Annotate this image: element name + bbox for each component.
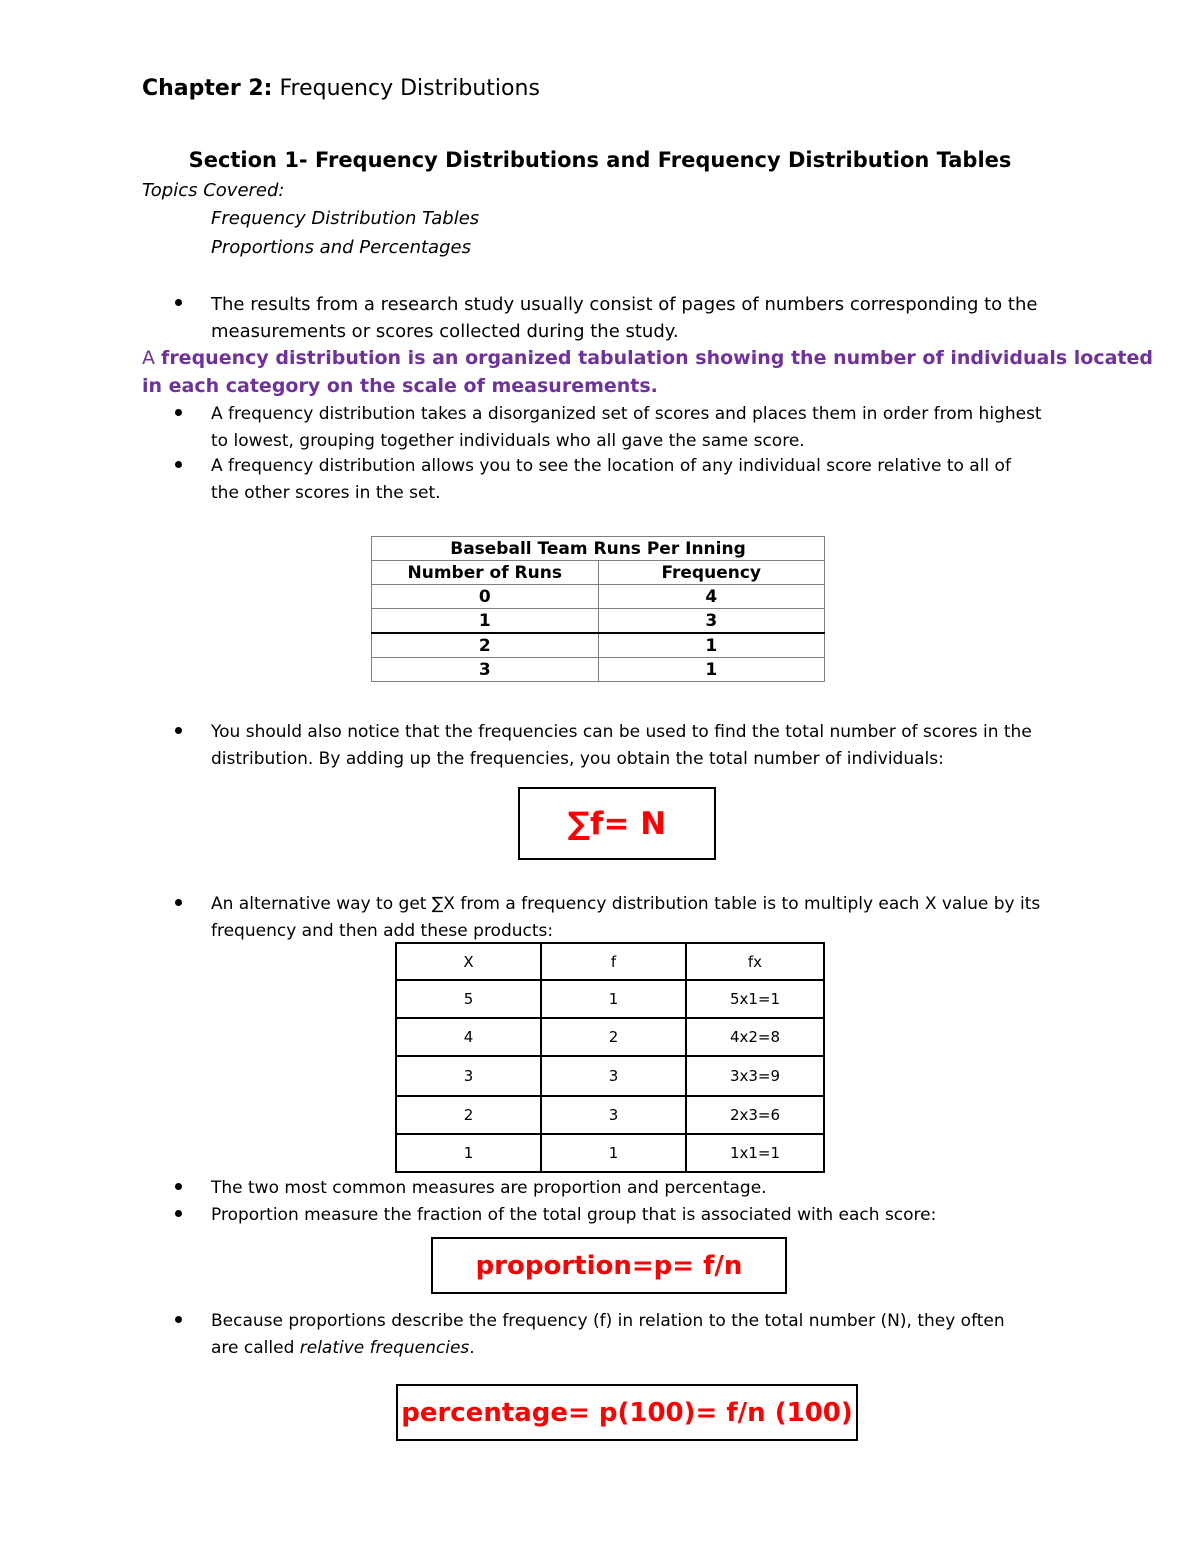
table-cell: 3 <box>541 1056 686 1096</box>
table-cell: 3 <box>541 1096 686 1134</box>
table-row <box>396 980 824 1018</box>
table-cell: 2 <box>541 1018 686 1056</box>
fx-table-header: fx <box>686 943 824 980</box>
bullet-text: the other scores in the set. <box>211 483 441 503</box>
table-row <box>372 658 825 682</box>
table-row <box>372 585 825 609</box>
bullet-icon <box>174 408 184 418</box>
chapter-heading <box>142 74 540 104</box>
table-row <box>372 633 825 658</box>
table-cell: 3 <box>598 609 825 634</box>
percentage-formula: percentage= p(100)= f/n (100) <box>401 1397 853 1428</box>
text-span: . <box>469 1338 475 1358</box>
table-cell: 5 <box>396 980 541 1018</box>
bullet-icon <box>174 726 184 736</box>
bullet-icon <box>174 460 184 470</box>
bullet-text-line2 <box>211 1335 475 1362</box>
bullet-text: Proportion measure the fraction of the total group that is associated with each score: <box>211 1205 937 1225</box>
fx-table <box>395 942 825 1173</box>
runs-table-header: Number of Runs <box>372 561 599 585</box>
sum-formula-box <box>518 787 716 860</box>
bullet-text: distribution. By adding up the frequencies, you obtain the total number of individuals: <box>211 749 944 769</box>
definition-rest: is an organized tabulation showing the number of individuals located <box>401 347 1153 369</box>
table-cell: 5x1=1 <box>686 980 824 1018</box>
bullet-text: Because proportions describe the frequency (f) in relation to the total number (N), they often <box>211 1311 1005 1331</box>
table-row <box>396 1096 824 1134</box>
proportion-formula: proportion=p= f/n <box>475 1250 743 1281</box>
bullet-text: An alternative way to get ∑X from a frequency distribution table is to multiply each X value by its <box>211 894 1041 914</box>
table-cell: 1 <box>396 1134 541 1172</box>
chapter-title: Frequency Distributions <box>279 76 540 101</box>
proportion-formula-box <box>431 1237 787 1294</box>
table-cell: 1 <box>598 633 825 658</box>
italic-term: relative frequencies <box>299 1338 470 1358</box>
table-row <box>396 1018 824 1056</box>
bullet-text: A frequency distribution takes a disorganized set of scores and places them in order from highest <box>211 404 1042 424</box>
bullet-icon <box>174 298 184 308</box>
definition-prefix: A <box>142 347 162 369</box>
table-cell: 4x2=8 <box>686 1018 824 1056</box>
table-cell: 1x1=1 <box>686 1134 824 1172</box>
topic-item: Proportions and Percentages <box>211 237 471 258</box>
table-cell: 1 <box>541 980 686 1018</box>
topics-label: Topics Covered: <box>142 180 285 201</box>
bullet-text: The results from a research study usually consist of pages of numbers corresponding to the <box>211 294 1038 315</box>
percentage-formula-box <box>396 1384 858 1441</box>
table-cell: 2 <box>396 1096 541 1134</box>
text-span: are called <box>211 1338 300 1358</box>
fx-table-header: X <box>396 943 541 980</box>
bullet-text: frequency and then add these products: <box>211 921 554 941</box>
definition-term: frequency distribution <box>161 347 402 369</box>
definition-line2: in each category on the scale of measurements. <box>142 375 658 397</box>
bullet-text: A frequency distribution allows you to see the location of any individual score relative to all of <box>211 456 1011 476</box>
table-cell: 0 <box>372 585 599 609</box>
definition <box>142 344 1153 372</box>
bullet-icon <box>174 1182 184 1192</box>
table-cell: 4 <box>396 1018 541 1056</box>
table-cell: 1 <box>541 1134 686 1172</box>
topic-item: Frequency Distribution Tables <box>211 208 480 229</box>
table-cell: 2 <box>372 633 599 658</box>
table-cell: 1 <box>598 658 825 682</box>
table-cell: 1 <box>372 609 599 634</box>
table-row <box>396 1134 824 1172</box>
chapter-label: Chapter 2: <box>142 76 273 101</box>
runs-table <box>371 536 825 682</box>
table-cell: 3 <box>372 658 599 682</box>
bullet-text: You should also notice that the frequencies can be used to find the total number of scores in the <box>211 722 1032 742</box>
bullet-icon <box>174 1315 184 1325</box>
table-cell: 3x3=9 <box>686 1056 824 1096</box>
table-cell: 3 <box>396 1056 541 1096</box>
section-title: Section 1- Frequency Distributions and Frequency Distribution Tables <box>188 148 1012 172</box>
bullet-text: The two most common measures are proportion and percentage. <box>211 1178 767 1198</box>
bullet-text: measurements or scores collected during the study. <box>211 321 679 342</box>
bullet-icon <box>174 1209 184 1219</box>
table-cell: 4 <box>598 585 825 609</box>
runs-table-title: Baseball Team Runs Per Inning <box>372 537 825 561</box>
table-row <box>372 609 825 634</box>
fx-table-header: f <box>541 943 686 980</box>
sum-formula: ∑f= N <box>567 805 667 842</box>
bullet-icon <box>174 898 184 908</box>
table-row <box>396 1056 824 1096</box>
runs-table-header: Frequency <box>598 561 825 585</box>
table-cell: 2x3=6 <box>686 1096 824 1134</box>
bullet-text: to lowest, grouping together individuals who all gave the same score. <box>211 431 805 451</box>
